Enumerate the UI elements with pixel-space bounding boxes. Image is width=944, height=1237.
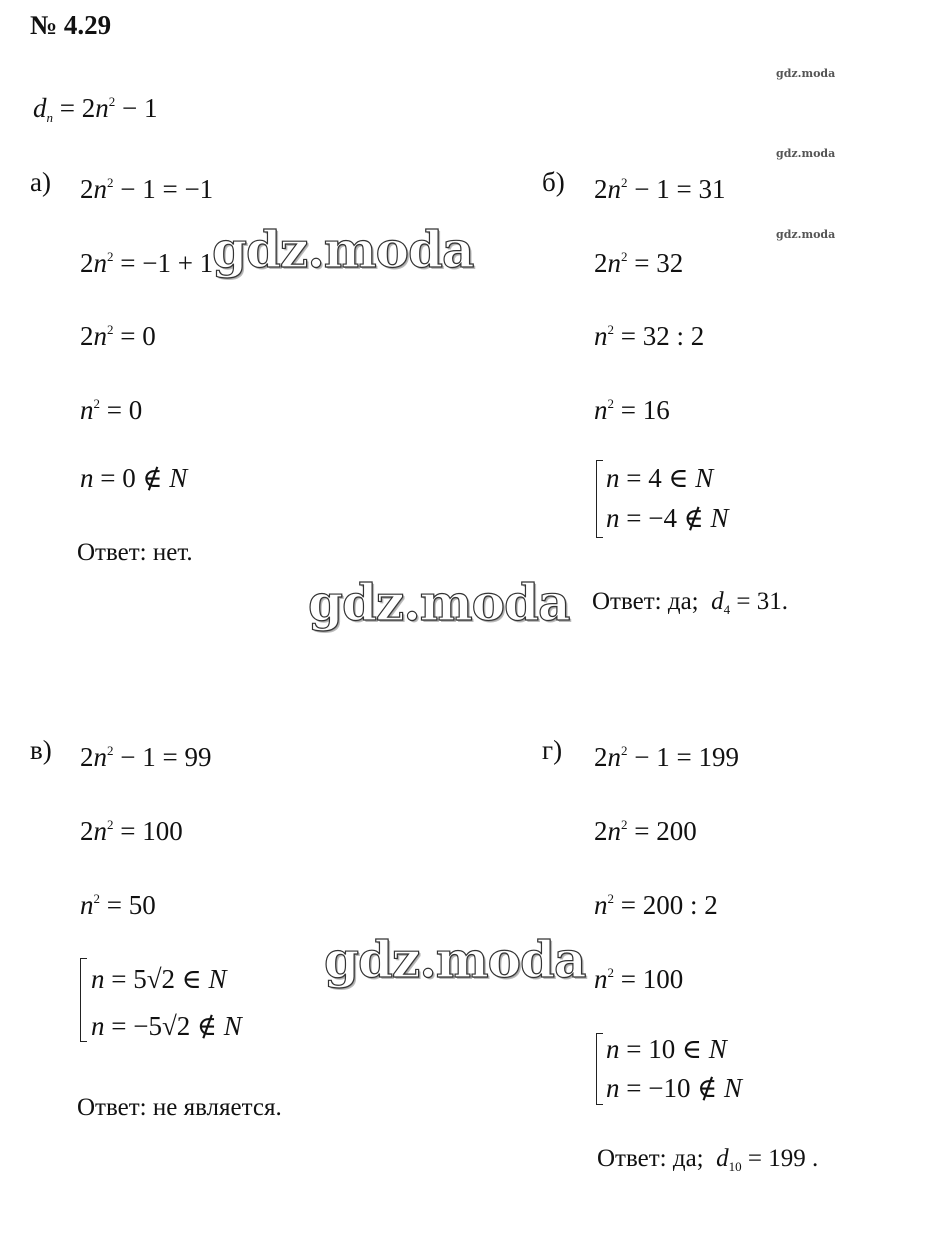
part-b-answer: Ответ: да; $d_4 = 31$.	[592, 588, 788, 617]
part-a-line-2: $2n^2 = -1 + 1$	[80, 248, 214, 278]
part-a-line-5: n = 0 ∉ N	[80, 463, 188, 493]
sequence-formula: $d_n = 2n^2 - 1$	[33, 93, 158, 125]
watermark-small: gdz.moda	[776, 228, 836, 241]
part-g-line-4: $n^2 = 100$	[594, 964, 684, 994]
watermark-small: gdz.moda	[776, 67, 836, 80]
part-g-label: г)	[542, 735, 563, 765]
problem-number: № 4.29	[30, 10, 112, 40]
part-v-line-3: $n^2 = 50$	[80, 890, 156, 920]
part-v-label: в)	[30, 735, 52, 765]
part-g-case-2: n = −10 ∉ N	[606, 1073, 742, 1103]
part-v-line-1: $2n^2 - 1 = 99$	[80, 742, 212, 772]
part-v-line-2: $2n^2 = 100$	[80, 816, 183, 846]
watermark-big: gdz.moda	[308, 573, 570, 632]
part-g-line-3: $n^2 = 200$ : 2	[594, 890, 718, 920]
case-bracket	[80, 958, 87, 1042]
part-b-line-1: $2n^2 - 1 = 31$	[594, 174, 726, 204]
part-g-case-1: n = 10 ∈ N	[606, 1034, 727, 1064]
part-a-line-4: $n^2 = 0$	[80, 395, 143, 425]
watermark-big: gdz.moda	[324, 930, 586, 989]
watermark-big: gdz.moda	[212, 220, 474, 279]
part-a-label: а)	[30, 167, 51, 197]
case-bracket	[596, 1033, 603, 1105]
part-b-line-4: $n^2 = 16$	[594, 395, 670, 425]
watermark-small: gdz.moda	[776, 147, 836, 160]
part-a-line-3: $2n^2 = 0$	[80, 321, 156, 351]
part-g-line-2: $2n^2 = 200$	[594, 816, 697, 846]
part-g-line-1: $2n^2 - 1 = 199$	[594, 742, 739, 772]
part-v-case-2: n = −5√2 ∉ N	[91, 1011, 242, 1041]
part-b-case-2: n = −4 ∉ N	[606, 503, 729, 533]
part-v-case-1: n = 5√2 ∈ N	[91, 964, 227, 994]
part-b-line-3: $n^2 = 32$ : 2	[594, 321, 705, 351]
part-v-answer: Ответ: не является.	[77, 1094, 282, 1121]
part-a-line-1: $2n^2 - 1 = -1$	[80, 174, 214, 204]
part-a-answer: Ответ: нет.	[77, 539, 193, 566]
part-b-line-2: $2n^2 = 32$	[594, 248, 684, 278]
part-b-label: б)	[542, 167, 565, 197]
case-bracket	[596, 460, 603, 538]
part-g-answer: Ответ: да; $d_{10} = 199$ .	[597, 1145, 819, 1174]
part-b-case-1: n = 4 ∈ N	[606, 463, 714, 493]
